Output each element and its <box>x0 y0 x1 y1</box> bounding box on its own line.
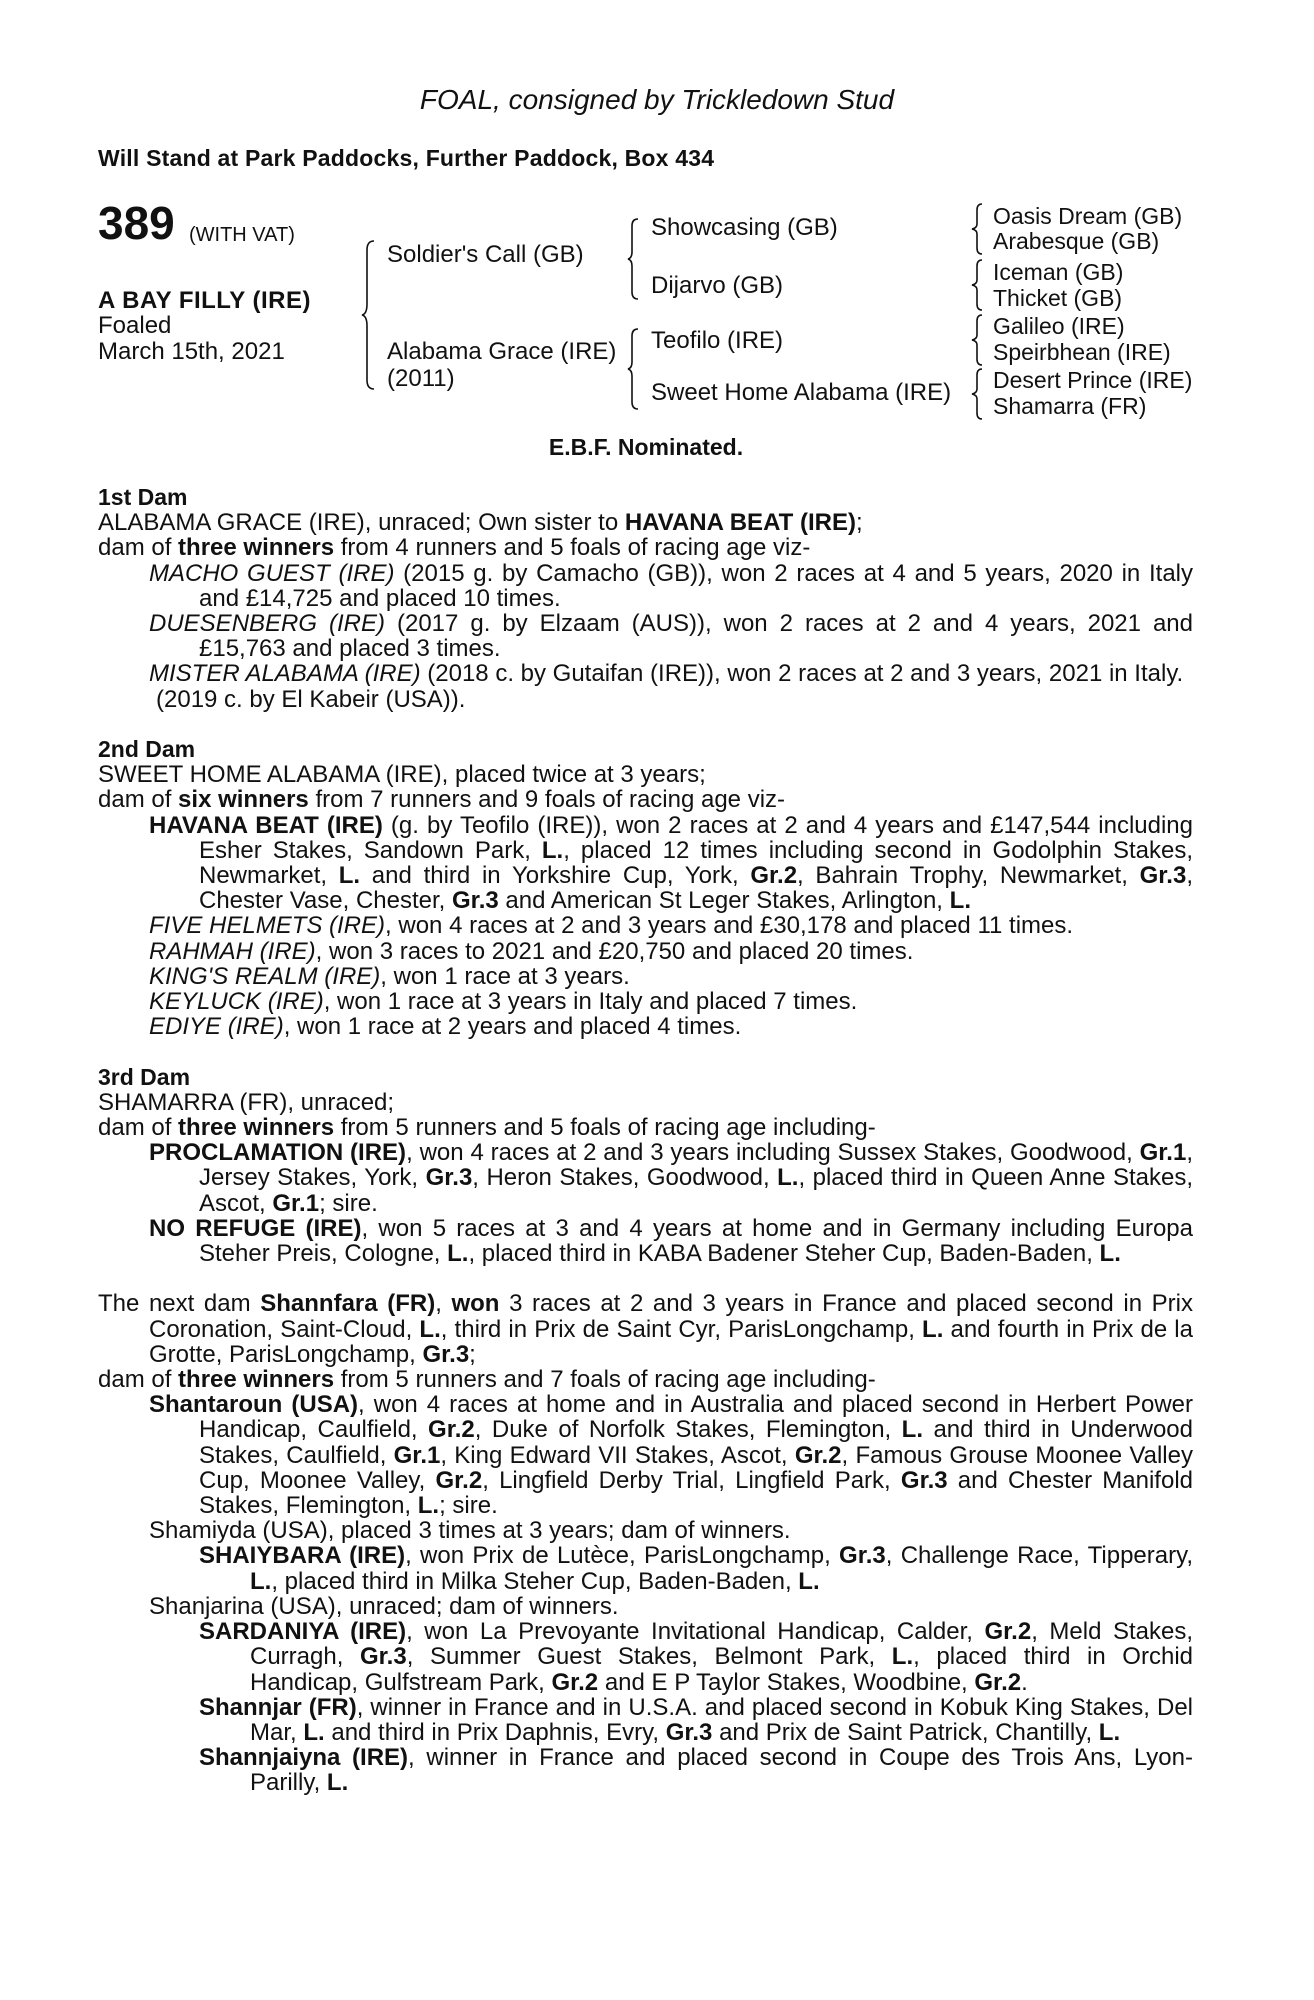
bold-text: HAVANA BEAT (IRE) <box>624 509 856 537</box>
entry-text: ALABAMA GRACE (IRE), unraced; Own sister to <box>98 509 625 537</box>
pedigree-entry <box>98 762 1193 787</box>
pedigree-dam: Alabama Grace (IRE) <box>387 338 617 365</box>
bold-text: L. <box>541 836 564 864</box>
pedigree-brace-gg1 <box>972 203 984 255</box>
entry-text: from 5 runners and 5 foals of racing age including- <box>334 1114 876 1142</box>
dam-section <box>98 1291 1193 1795</box>
bold-text: Gr.3 <box>665 1718 713 1746</box>
vat-note: (WITH VAT) <box>189 224 295 246</box>
bold-text: L. <box>250 1567 272 1595</box>
entry-text: 3 races at 2 and 3 years in France and placed second in Prix Coronation, Saint-Cloud, <box>149 1290 1193 1343</box>
italic-name: RAHMAH (IRE) <box>149 937 316 965</box>
bold-text: Gr.3 <box>452 887 499 915</box>
bold-text: Gr.2 <box>984 1618 1032 1646</box>
entry-text: , placed 12 times including second in Godolphin Stakes, Newmarket, <box>199 836 1194 890</box>
foaled-label: Foaled <box>98 312 172 339</box>
pedigree-entry <box>98 1619 1193 1695</box>
entry-text: , Bahrain Trophy, Newmarket, <box>797 862 1140 890</box>
entry-text: , placed third in KABA Badener Steher Cup, Baden-Baden, <box>468 1240 1100 1268</box>
pedigree-dam-sire: Teofilo (IRE) <box>651 327 784 354</box>
entry-text: and fourth in Prix de la Grotte, ParisLongchamp, <box>149 1315 1193 1368</box>
stand-location: Will Stand at Park Paddocks, Further Paddock, Box 434 <box>98 145 715 171</box>
dam-section <box>98 485 1193 712</box>
page-title: FOAL, consigned by Trickledown Stud <box>419 84 895 115</box>
pedigree-ggsire-1: Oasis Dream (GB) <box>993 203 1183 229</box>
bold-text: Gr.2 <box>794 1441 842 1469</box>
bold-text: L. <box>891 1643 914 1671</box>
entry-text: SWEET HOME ALABAMA (IRE), placed twice at 3 years; <box>98 761 706 789</box>
pedigree-entry <box>98 535 1193 560</box>
entry-text: from 4 runners and 5 foals of racing age viz- <box>334 534 811 562</box>
entry-text: and third in Prix Daphnis, Evry, <box>324 1718 666 1746</box>
entry-text: dam of <box>98 1366 179 1394</box>
entry-text: ; <box>855 509 863 537</box>
dam-section <box>98 737 1193 1039</box>
entry-text: ; sire. <box>439 1492 498 1520</box>
entry-text: and third in Underwood Stakes, Caulfield, <box>199 1416 1193 1469</box>
pedigree-entry <box>98 1543 1193 1593</box>
entry-text: , won 1 race at 3 years. <box>380 962 630 990</box>
pedigree-entry <box>98 939 1193 964</box>
bold-text: Shantaroun (USA) <box>149 1391 359 1419</box>
section-heading: 1st Dam <box>98 484 188 510</box>
pedigree-entry <box>98 1216 1193 1266</box>
pedigree-entry <box>98 1115 1193 1140</box>
pedigree-ggdam-3: Speirbhean (IRE) <box>993 339 1171 365</box>
pedigree-entry <box>98 813 1193 914</box>
pedigree-entry <box>98 687 1193 712</box>
pedigree-entry <box>98 611 1193 661</box>
entry-text: The next dam <box>98 1290 261 1318</box>
entry-text: , Summer Guest Stakes, Belmont Park, <box>406 1643 892 1671</box>
entry-text: , <box>435 1290 452 1318</box>
bold-text: Gr.3 <box>1139 862 1187 890</box>
bold-text: L. <box>338 862 361 890</box>
pedigree-entry <box>98 1695 1193 1745</box>
lot-number: 389 <box>98 197 175 249</box>
bold-text: Gr.2 <box>750 862 798 890</box>
bold-text: three winners <box>178 1114 335 1142</box>
pedigree-entry <box>98 561 1193 611</box>
bold-text: L. <box>417 1492 440 1520</box>
entry-text: (2019 c. by El Kabeir (USA)). <box>156 685 466 713</box>
entry-text: , winner in France and placed second in Coupe des Trois Ans, Lyon-Parilly, <box>250 1744 1193 1797</box>
section-heading: 2nd Dam <box>98 736 196 763</box>
pedigree-sire: Soldier's Call (GB) <box>387 241 584 268</box>
pedigree-brace-gg3 <box>972 314 984 366</box>
bold-text: PROCLAMATION (IRE) <box>149 1139 407 1167</box>
italic-name: MISTER ALABAMA (IRE) <box>149 660 421 688</box>
bold-text: Gr.1 <box>272 1189 320 1217</box>
entry-text: , placed third in Orchid Handicap, Gulfstream Park, <box>250 1643 1193 1696</box>
pedigree-entry <box>98 1014 1193 1039</box>
bold-text: Shannfara (FR) <box>260 1290 436 1318</box>
entry-text: ; <box>469 1340 476 1368</box>
entry-text: , won La Prevoyante Invitational Handicap, Calder, <box>406 1618 985 1646</box>
entry-text: and American St Leger Stakes, Arlington, <box>498 887 950 915</box>
italic-name: KEYLUCK (IRE) <box>149 988 324 1016</box>
entry-text: , won Prix de Lutèce, ParisLongchamp, <box>405 1542 840 1570</box>
pedigree-brace-gg4 <box>972 368 984 420</box>
bold-text: Gr.1 <box>393 1441 441 1469</box>
bold-text: L. <box>922 1315 944 1343</box>
italic-name: FIVE HELMETS (IRE) <box>149 912 386 940</box>
bold-text: Gr.3 <box>839 1542 886 1570</box>
bold-text: won <box>451 1290 500 1318</box>
catalogue-body <box>98 485 1193 1821</box>
entry-text: , Meld Stakes, Curragh, <box>250 1618 1193 1671</box>
bold-text: Gr.2 <box>435 1466 483 1494</box>
pedigree-entry <box>98 913 1193 938</box>
bold-text: NO REFUGE (IRE) <box>149 1214 362 1242</box>
pedigree-ggsire-3: Galileo (IRE) <box>993 313 1125 339</box>
bold-text: L. <box>1098 1718 1121 1746</box>
ebf-nomination: E.B.F. Nominated. <box>548 434 744 460</box>
entry-text: , Challenge Race, Tipperary, <box>885 1542 1193 1570</box>
entry-text: and E P Taylor Stakes, Woodbine, <box>598 1668 975 1696</box>
entry-text: , won 1 race at 2 years and placed 4 times. <box>283 1013 742 1041</box>
pedigree-brace-sire <box>628 218 640 300</box>
pedigree-ggdam-1: Arabesque (GB) <box>993 228 1160 254</box>
bold-text: Shannjar (FR) <box>199 1693 357 1721</box>
bold-text: L. <box>1099 1240 1121 1268</box>
bold-text: Gr.3 <box>425 1164 473 1192</box>
pedigree-ggdam-4: Shamarra (FR) <box>993 393 1147 419</box>
entry-text: , placed third in Milka Steher Cup, Baden-Baden, <box>271 1567 799 1595</box>
bold-text: six winners <box>178 786 309 814</box>
entry-text: , Duke of Norfolk Stakes, Flemington, <box>474 1416 902 1444</box>
dam-section <box>98 1065 1193 1267</box>
entry-text: , won 5 races at 3 and 4 years at home and in Germany including Europa Steher Preis, Cologne, <box>199 1214 1193 1268</box>
italic-name: MACHO GUEST (IRE) <box>149 559 395 587</box>
entry-text: , won 1 race at 3 years in Italy and placed 7 times. <box>323 988 858 1016</box>
entry-text: from 7 runners and 9 foals of racing age viz- <box>308 786 786 814</box>
bold-text: L. <box>777 1164 799 1192</box>
bold-text: Gr.3 <box>359 1643 407 1671</box>
pedigree-entry <box>98 964 1193 989</box>
pedigree-brace-main <box>362 240 376 390</box>
section-heading: 3rd Dam <box>98 1063 191 1090</box>
entry-text: , won 4 races at 2 and 3 years including Sussex Stakes, Goodwood, <box>406 1139 1140 1167</box>
bold-text: Gr.3 <box>422 1340 470 1368</box>
pedigree-entry <box>98 1090 1193 1115</box>
entry-text: Shamiyda (USA), placed 3 times at 3 years; dam of winners. <box>149 1517 791 1545</box>
entry-text: , placed third in Queen Anne Stakes, Ascot, <box>199 1164 1193 1217</box>
entry-text: . <box>1021 1668 1028 1696</box>
entry-text: , won 4 races at home and in Australia and placed second in Herbert Power Handicap, Caulfield, <box>199 1391 1193 1444</box>
bold-text: SARDANIYA (IRE) <box>199 1618 407 1646</box>
pedigree-entry <box>98 1140 1193 1216</box>
foaled-date: March 15th, 2021 <box>98 338 285 365</box>
pedigree-entry <box>98 1392 1193 1518</box>
entry-text: (2015 g. by Camacho (GB)), won 2 races at 4 and 5 years, 2020 in Italy and £14,725 and placed 10 times. <box>199 559 1193 612</box>
entry-text: , won 4 races at 2 and 3 years and £30,178 and placed 11 times. <box>385 912 1074 940</box>
pedigree-sire-sire: Showcasing (GB) <box>651 214 838 241</box>
bold-text: three winners <box>178 534 335 562</box>
bold-text: Gr.2 <box>428 1416 475 1444</box>
entry-text: (2017 g. by Elzaam (AUS)), won 2 races at 2 and 4 years, 2021 and £15,763 and placed 3 times. <box>199 610 1194 663</box>
bold-text: Gr.2 <box>551 1668 599 1696</box>
bold-text: L. <box>901 1416 923 1444</box>
entry-text: , Chester Vase, Chester, <box>199 862 1193 915</box>
pedigree-sire-dam: Dijarvo (GB) <box>651 272 784 299</box>
pedigree-entry <box>98 1367 1193 1392</box>
entry-text: (g. by Teofilo (IRE)), won 2 races at 2 and 4 years and £147,544 including Esher Stakes, Sandown Park, <box>199 811 1194 864</box>
italic-name: KING'S REALM (IRE) <box>149 962 381 990</box>
bold-text: L. <box>326 1769 349 1797</box>
bold-text: L. <box>949 887 971 915</box>
horse-name: A BAY FILLY (IRE) <box>98 287 311 314</box>
pedigree-entry <box>98 1745 1193 1795</box>
bold-text: Gr.1 <box>1139 1139 1187 1167</box>
pedigree-brace-gg2 <box>972 259 984 311</box>
entry-text: and Chester Manifold Stakes, Flemington, <box>199 1466 1193 1520</box>
entry-text: , winner in France and in U.S.A. and placed second in Kobuk King Stakes, Del Mar, <box>250 1693 1194 1746</box>
pedigree-entry <box>98 661 1193 686</box>
pedigree-brace-dam <box>628 328 640 410</box>
entry-text: dam of <box>98 1114 179 1142</box>
italic-name: EDIYE (IRE) <box>149 1013 284 1041</box>
pedigree-dam-dam: Sweet Home Alabama (IRE) <box>651 379 952 406</box>
bold-text: L. <box>419 1315 441 1343</box>
entry-text: Shanjarina (USA), unraced; dam of winners. <box>149 1592 619 1620</box>
pedigree-entry <box>98 1291 1193 1367</box>
italic-name: DUESENBERG (IRE) <box>149 610 386 638</box>
entry-text: , Jersey Stakes, York, <box>199 1139 1193 1192</box>
entry-text: and Prix de Saint Patrick, Chantilly, <box>712 1718 1099 1746</box>
bold-text: three winners <box>178 1366 335 1394</box>
entry-text: , King Edward VII Stakes, Ascot, <box>440 1441 795 1469</box>
bold-text: L. <box>798 1567 820 1595</box>
bold-text: Gr.3 <box>900 1466 948 1494</box>
entry-text: dam of <box>98 534 179 562</box>
pedigree-entry <box>98 1518 1193 1543</box>
bold-text: Gr.2 <box>974 1668 1022 1696</box>
entry-text: SHAMARRA (FR), unraced; <box>98 1088 395 1116</box>
entry-text: , Famous Grouse Moonee Valley Cup, Moonee Valley, <box>199 1441 1193 1494</box>
entry-text: , third in Prix de Saint Cyr, ParisLongchamp, <box>440 1315 923 1343</box>
pedigree-entry <box>98 1594 1193 1619</box>
entry-text: and third in Yorkshire Cup, York, <box>360 862 751 890</box>
pedigree-entry <box>98 510 1193 535</box>
entry-text: dam of <box>98 786 179 814</box>
pedigree-ggdam-2: Thicket (GB) <box>993 285 1123 311</box>
pedigree-entry <box>98 787 1193 812</box>
entry-text: (2018 c. by Gutaifan (IRE)), won 2 races at 2 and 3 years, 2021 in Italy. <box>420 660 1184 688</box>
bold-text: L. <box>447 1240 469 1268</box>
entry-text: from 5 runners and 7 foals of racing age including- <box>334 1366 876 1394</box>
entry-text: ; sire. <box>319 1189 378 1217</box>
entry-text: , Heron Stakes, Goodwood, <box>472 1164 778 1192</box>
pedigree-ggsire-4: Desert Prince (IRE) <box>993 367 1193 393</box>
entry-text: , won 3 races to 2021 and £20,750 and placed 20 times. <box>315 937 914 965</box>
bold-text: SHAIYBARA (IRE) <box>199 1542 406 1570</box>
bold-text: HAVANA BEAT (IRE) <box>149 811 383 839</box>
pedigree-entry <box>98 989 1193 1014</box>
pedigree-ggsire-2: Iceman (GB) <box>993 259 1124 285</box>
pedigree-dam-year: (2011) <box>387 365 455 392</box>
bold-text: Shannjaiyna (IRE) <box>199 1744 409 1772</box>
entry-text: , Lingfield Derby Trial, Lingfield Park, <box>482 1466 901 1494</box>
bold-text: L. <box>303 1718 325 1746</box>
